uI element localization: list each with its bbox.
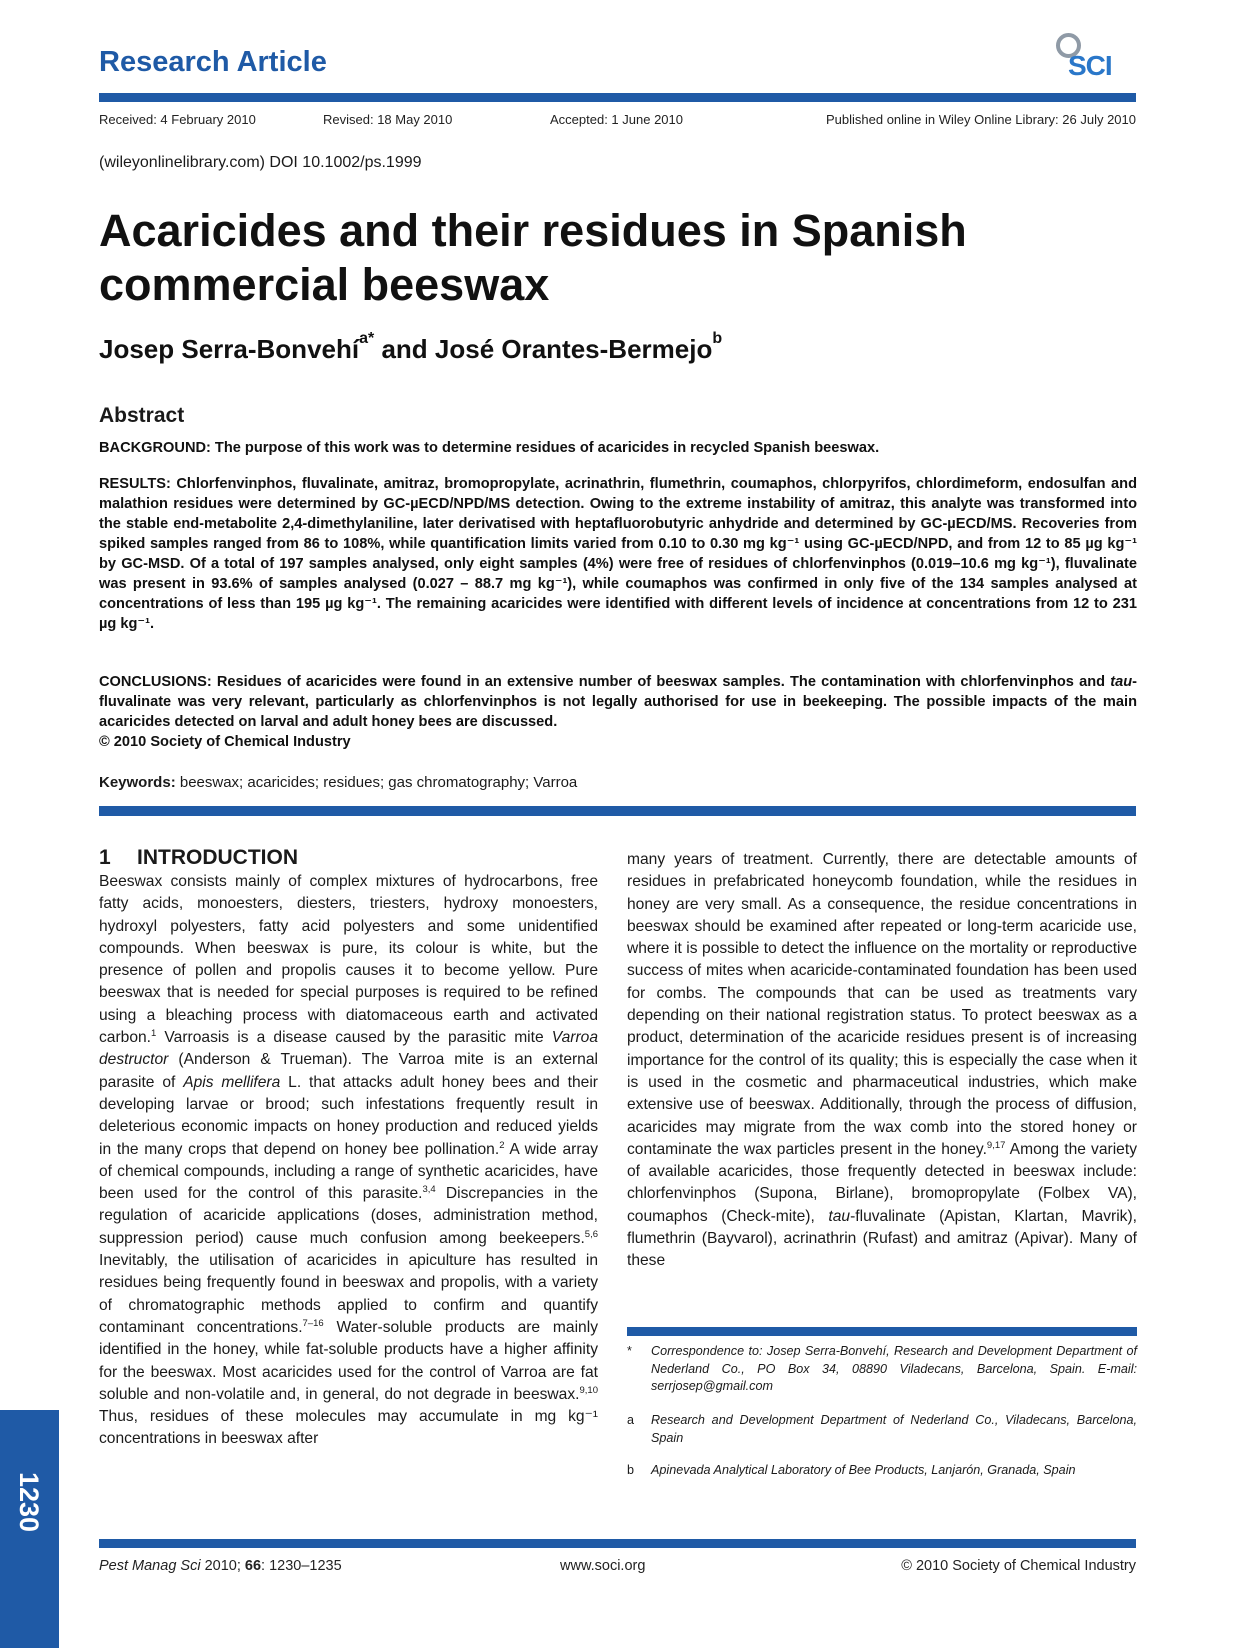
author-1: Josep Serra-Bonvehí [99, 334, 360, 364]
abstract-copyright: © 2010 Society of Chemical Industry [99, 734, 351, 750]
species-name: Apis mellifera [183, 1073, 281, 1091]
note-marker: b [627, 1463, 635, 1477]
citation-ref[interactable]: 3,4 [422, 1183, 436, 1195]
journal-year: 2010; [200, 1558, 245, 1574]
abstract-background: BACKGROUND: The purpose of this work was to determine residues of acaricides in recycled Spanish beeswax. [99, 440, 880, 456]
intro-heading [99, 846, 298, 870]
note-marker: * [627, 1344, 632, 1358]
conclusions-tau: tau [1110, 674, 1133, 690]
intro-text: Discrepancies in the regulation of acaricide applications (doses, administration method, suppression period) cause much confusion among beekeepers. [99, 1185, 598, 1247]
author-line [99, 330, 723, 365]
website-link[interactable]: www.soci.org [560, 1558, 646, 1574]
author-1-affiliation: a* [359, 330, 375, 347]
affiliation-a-note [627, 1412, 1137, 1447]
footnote-rule [627, 1327, 1137, 1336]
logo-text: SCI [1068, 50, 1112, 81]
intro-text: many years of treatment. Currently, there are detectable amounts of residues in prefabricated honeycomb foundation, while the residues in honey are very small. As a consequence, the residue concentrations in beeswax should be examined after repeated or long-term acaricide use, where it is possible to detect the influence on the mortality or reproductive success of mites when acaricide-contaminated foundation has been used for combs. The compounds that can be used as treatments vary depending on their national registration status. To protect beeswax as a product, determination of the acaricide residues present is of increasing importance for the control of its quality; this is especially the case when it is used in the cosmetic and pharmaceutical industries, which make extensive use of beeswax. Additionally, through the process of diffusion, acaricides may migrate from the wax comb into the stored honey or contaminate the wax particles present in the honey. [627, 851, 1137, 1158]
page-number: 1230 [14, 1472, 44, 1533]
intro-text: A wide array of chemical compounds, including a range of synthetic acaricides, have been used for the control of this parasite. [99, 1140, 598, 1203]
title-line-1: Acaricides and their residues in Spanish [99, 205, 967, 256]
keywords-line [99, 774, 577, 791]
received-date: Received: 4 February 2010 [99, 112, 256, 127]
section-title: INTRODUCTION [137, 846, 298, 869]
intro-text: Thus, residues of these molecules may accumulate in mg kg⁻¹ concentrations in beeswax after [99, 1408, 598, 1448]
footer-rule [99, 1539, 1136, 1548]
abstract-conclusions [99, 672, 1137, 752]
header-rule [99, 93, 1136, 102]
sci-logo [1046, 30, 1136, 82]
tau-prefix: tau [828, 1207, 851, 1225]
title-line-2: commercial beeswax [99, 259, 550, 310]
section-number: 1 [99, 846, 111, 869]
author-2: José Orantes-Bermejo [434, 334, 713, 364]
doi-line[interactable]: (wileyonlinelibrary.com) DOI 10.1002/ps.1999 [99, 154, 422, 171]
intro-text: (Anderson & Trueman). The Varroa mite is an external parasite of [99, 1051, 598, 1091]
article-title [99, 204, 1139, 312]
abstract-rule [99, 806, 1136, 816]
footer-copyright: © 2010 Society of Chemical Industry [901, 1558, 1136, 1574]
abstract-heading: Abstract [99, 404, 185, 427]
citation-ref[interactable]: 1 [151, 1027, 157, 1039]
accepted-date: Accepted: 1 June 2010 [550, 112, 683, 127]
journal-citation [99, 1558, 342, 1574]
page-number-tab [0, 1410, 59, 1648]
intro-column-right [627, 849, 1137, 1273]
correspondence-note [627, 1343, 1137, 1396]
intro-text: L. that attacks adult honey bees and their developing larvae or brood; such infestations frequently result in deleterious economic impacts on honey production and reduced yields in the many crops that depend on honey bee pollination. [99, 1073, 599, 1158]
journal-pages: : 1230–1235 [261, 1558, 342, 1574]
journal-name: Pest Manag Sci [99, 1558, 201, 1574]
citation-ref[interactable]: 9,17 [986, 1139, 1006, 1151]
author-join: and [374, 334, 435, 364]
intro-text: Varroasis is a disease caused by the parasitic mite [156, 1029, 552, 1047]
citation-ref[interactable]: 9,10 [579, 1384, 598, 1396]
published-date: Published online in Wiley Online Library: 26 July 2010 [825, 112, 1136, 127]
note-marker: a [627, 1413, 635, 1427]
intro-column-left [99, 871, 598, 1451]
section-label: Research Article [99, 46, 327, 78]
citation-ref[interactable]: 7–16 [302, 1317, 324, 1329]
note-text: Research and Development Department of Nederland Co., Viladecans, Barcelona, Spain [651, 1413, 1137, 1445]
revised-date: Revised: 18 May 2010 [323, 112, 453, 127]
author-2-affiliation: b [712, 330, 723, 347]
conclusions-text-a: CONCLUSIONS: Residues of acaricides were found in an extensive number of beeswax samples. The contamination with chlorfenvinphos and [99, 674, 1111, 690]
abstract-results: RESULTS: Chlorfenvinphos, fluvalinate, amitraz, bromopropylate, acrinathrin, flumethrin, coumaphos, chlorpyrifos, chlordimeform, endosulfan and malathion residues were determined by GC-µECD/NPD/MS detection. Owing to the extreme instability of amitraz, this analyte was transformed into the stable end-metabolite 2,4-dimethylaniline, later derivatised with heptafluorobutyric anhydride and determined by GC-µECD/MS. Recoveries from spiked samples ranged from 86 to 108%, while quantification limits varied from 0.10 to 0.30 mg kg⁻¹ using GC-µECD/NPD, and from 12 to 85 µg kg⁻¹ by GC-MSD. Of a total of 197 samples analysed, only eight samples (4%) were free of residues of chlorfenvinphos (0.019–10.6 mg kg⁻¹), fluvalinate was present in 93.6% of samples analysed (0.027 – 88.7 mg kg⁻¹), while coumaphos was confirmed in only five of the 134 samples analysed at concentrations of less than 195 µg kg⁻¹. The remaining acaricides were identified with different levels of incidence at concentrations from 12 to 231 µg kg⁻¹. [99, 476, 1137, 632]
intro-text: Among the variety of available acaricides, those frequently detected in beeswax include: chlorfenvinphos (Supona, Birlane), bromopropylate (Folbex VA), coumaphos (Check-mite), [627, 1140, 1137, 1225]
affiliation-b-note [627, 1462, 1137, 1480]
intro-text: -fluvalinate (Apistan, Klartan, Mavrik), flumethrin (Bayvarol), acrinathrin (Rufast) and amitraz (Apivar). Many of these [627, 1207, 1137, 1270]
keywords-text: beeswax; acaricides; residues; gas chromatography; Varroa [175, 774, 578, 791]
species-name: Varroa destructor [99, 1029, 598, 1069]
intro-text: Inevitably, the utilisation of acaricides in apiculture has resulted in residues being frequently found in beeswax and propolis, with a variety of chromatographic methods applied to confirm and quantify contaminant concentrations. [99, 1252, 598, 1336]
intro-text: Water-soluble products are mainly identified in the honey, while fat-soluble products have a higher affinity for the beeswax. Most acaricides used for the control of Varroa are fat soluble and non-volatile and, in general, do not degrade in beeswax. [99, 1318, 598, 1403]
note-text: Correspondence to: Josep Serra-Bonvehí, Research and Development Department of Nederland Co., PO Box 34, 08890 Viladecans, Barcelona, Spain. E-mail: serrjosep@gmail.com [651, 1344, 1137, 1393]
citation-ref[interactable]: 2 [499, 1139, 505, 1151]
keywords-label: Keywords: [99, 774, 176, 791]
intro-text: Beeswax consists mainly of complex mixtures of hydrocarbons, free fatty acids, monoesters, diesters, triesters, hydroxy monoesters, hydroxyl polyesters, fatty acid polyesters and some unidentified compounds. When beeswax is pure, its colour is white, but the presence of pollen and propolis causes it to become yellow. Pure beeswax that is needed for special purposes is required to be refined using a bleaching process with diatomaceous earth and activated carbon. [99, 873, 598, 1047]
citation-ref[interactable]: 5,6 [584, 1228, 598, 1240]
journal-volume: 66 [244, 1558, 262, 1574]
conclusions-text-b: -fluvalinate was very relevant, particularly as chlorfenvinphos is not legally authorised for use in beekeeping. The possible impacts of the main acaricides detected on larval and adult honey bees are discussed. [99, 674, 1137, 730]
note-text: Apinevada Analytical Laboratory of Bee Products, Lanjarón, Granada, Spain [651, 1463, 1076, 1477]
